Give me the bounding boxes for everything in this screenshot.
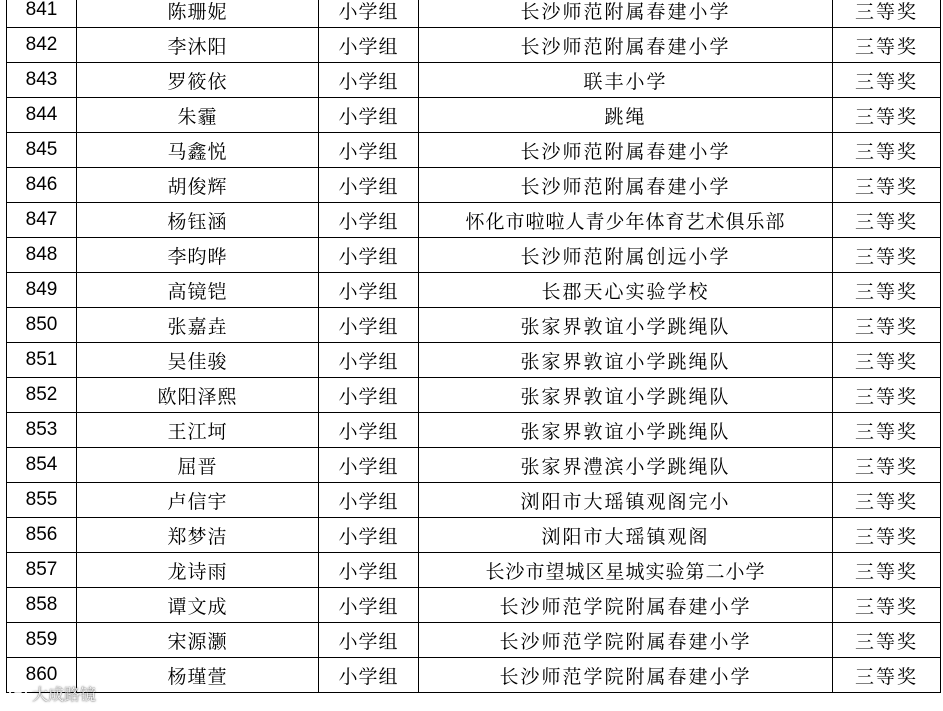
award-cell: 三等奖: [833, 553, 941, 588]
school-cell: 浏阳市大瑶镇观阁完小: [419, 483, 833, 518]
school-cell: 张家界敦谊小学跳绳队: [419, 378, 833, 413]
row-number-cell: 860: [7, 658, 77, 693]
row-number-cell: 848: [7, 238, 77, 273]
row-number-cell: 843: [7, 63, 77, 98]
row-number-cell: 844: [7, 98, 77, 133]
table-row: [7, 518, 941, 553]
table-row: [7, 658, 941, 693]
award-cell: 三等奖: [833, 518, 941, 553]
group-cell: 小学组: [319, 63, 419, 98]
row-number-cell: 852: [7, 378, 77, 413]
award-cell: 三等奖: [833, 448, 941, 483]
table-row: [7, 28, 941, 63]
row-number-cell: 858: [7, 588, 77, 623]
row-number-cell: 857: [7, 553, 77, 588]
row-number-cell: 859: [7, 623, 77, 658]
table-row: [7, 588, 941, 623]
group-cell: 小学组: [319, 588, 419, 623]
name-cell: 朱霾: [77, 98, 319, 133]
table-row: [7, 63, 941, 98]
award-cell: 三等奖: [833, 483, 941, 518]
school-cell: 怀化市啦啦人青少年体育艺术俱乐部: [419, 203, 833, 238]
school-cell: 长沙师范附属春建小学: [419, 133, 833, 168]
award-cell: 三等奖: [833, 98, 941, 133]
school-cell: 长沙市望城区星城实验第二小学: [419, 553, 833, 588]
school-cell: 长沙师范学院附属春建小学: [419, 588, 833, 623]
award-cell: 三等奖: [833, 378, 941, 413]
name-cell: 屈晋: [77, 448, 319, 483]
award-cell: 三等奖: [833, 203, 941, 238]
row-number-cell: 841: [7, 0, 77, 28]
table-row: [7, 203, 941, 238]
group-cell: 小学组: [319, 483, 419, 518]
award-cell: 三等奖: [833, 308, 941, 343]
table-row: [7, 273, 941, 308]
name-cell: 卢信宇: [77, 483, 319, 518]
results-table-body: [7, 0, 941, 693]
table-row: [7, 238, 941, 273]
award-cell: 三等奖: [833, 238, 941, 273]
group-cell: 小学组: [319, 623, 419, 658]
row-number-cell: 851: [7, 343, 77, 378]
group-cell: 小学组: [319, 413, 419, 448]
school-cell: 长沙师范学院附属春建小学: [419, 658, 833, 693]
name-cell: 杨瑾萱: [77, 658, 319, 693]
name-cell: 龙诗雨: [77, 553, 319, 588]
group-cell: 小学组: [319, 98, 419, 133]
school-cell: 长沙师范附属春建小学: [419, 0, 833, 28]
name-cell: 谭文成: [77, 588, 319, 623]
row-number-cell: 856: [7, 518, 77, 553]
row-number-cell: 850: [7, 308, 77, 343]
school-cell: 浏阳市大瑶镇观阁: [419, 518, 833, 553]
school-cell: 张家界澧滨小学跳绳队: [419, 448, 833, 483]
group-cell: 小学组: [319, 553, 419, 588]
row-number-cell: 853: [7, 413, 77, 448]
row-number-cell: 842: [7, 28, 77, 63]
watermark-text: 大成路镜: [32, 684, 97, 704]
school-cell: 长郡天心实验学校: [419, 273, 833, 308]
table-row: [7, 483, 941, 518]
table-row: [7, 0, 941, 28]
award-cell: 三等奖: [833, 658, 941, 693]
table-row: [7, 448, 941, 483]
name-cell: 王江坷: [77, 413, 319, 448]
award-cell: 三等奖: [833, 63, 941, 98]
group-cell: 小学组: [319, 0, 419, 28]
group-cell: 小学组: [319, 168, 419, 203]
award-cell: 三等奖: [833, 28, 941, 63]
name-cell: 罗筱依: [77, 63, 319, 98]
award-cell: 三等奖: [833, 273, 941, 308]
group-cell: 小学组: [319, 378, 419, 413]
row-number-cell: 854: [7, 448, 77, 483]
school-cell: 联丰小学: [419, 63, 833, 98]
results-table: [6, 0, 941, 693]
table-row: [7, 378, 941, 413]
group-cell: 小学组: [319, 203, 419, 238]
award-cell: 三等奖: [833, 413, 941, 448]
group-cell: 小学组: [319, 28, 419, 63]
group-cell: 小学组: [319, 448, 419, 483]
school-cell: 张家界敦谊小学跳绳队: [419, 343, 833, 378]
group-cell: 小学组: [319, 343, 419, 378]
table-row: [7, 623, 941, 658]
name-cell: 杨钰涵: [77, 203, 319, 238]
award-cell: 三等奖: [833, 588, 941, 623]
table-row: [7, 133, 941, 168]
table-row: [7, 308, 941, 343]
name-cell: 高镜铠: [77, 273, 319, 308]
award-cell: 三等奖: [833, 0, 941, 28]
school-cell: 张家界敦谊小学跳绳队: [419, 308, 833, 343]
award-cell: 三等奖: [833, 343, 941, 378]
group-cell: 小学组: [319, 238, 419, 273]
table-row: [7, 98, 941, 133]
name-cell: 胡俊辉: [77, 168, 319, 203]
name-cell: 张嘉垚: [77, 308, 319, 343]
table-row: [7, 168, 941, 203]
school-cell: 跳绳: [419, 98, 833, 133]
table-row: [7, 413, 941, 448]
school-cell: 长沙师范附属春建小学: [419, 28, 833, 63]
row-number-cell: 849: [7, 273, 77, 308]
name-cell: 陈珊妮: [77, 0, 319, 28]
name-cell: 李沐阳: [77, 28, 319, 63]
school-cell: 长沙师范附属创远小学: [419, 238, 833, 273]
row-number-cell: 847: [7, 203, 77, 238]
name-cell: 欧阳泽熙: [77, 378, 319, 413]
award-cell: 三等奖: [833, 168, 941, 203]
school-cell: 张家界敦谊小学跳绳队: [419, 413, 833, 448]
award-cell: 三等奖: [833, 133, 941, 168]
group-cell: 小学组: [319, 518, 419, 553]
group-cell: 小学组: [319, 133, 419, 168]
name-cell: 郑梦洁: [77, 518, 319, 553]
group-cell: 小学组: [319, 273, 419, 308]
name-cell: 李昀晔: [77, 238, 319, 273]
table-row: [7, 553, 941, 588]
row-number-cell: 845: [7, 133, 77, 168]
award-cell: 三等奖: [833, 623, 941, 658]
name-cell: 吴佳骏: [77, 343, 319, 378]
school-cell: 长沙师范附属春建小学: [419, 168, 833, 203]
table-row: [7, 343, 941, 378]
name-cell: 马鑫悦: [77, 133, 319, 168]
school-cell: 长沙师范学院附属春建小学: [419, 623, 833, 658]
name-cell: 宋源灏: [77, 623, 319, 658]
group-cell: 小学组: [319, 658, 419, 693]
row-number-cell: 846: [7, 168, 77, 203]
row-number-cell: 855: [7, 483, 77, 518]
group-cell: 小学组: [319, 308, 419, 343]
